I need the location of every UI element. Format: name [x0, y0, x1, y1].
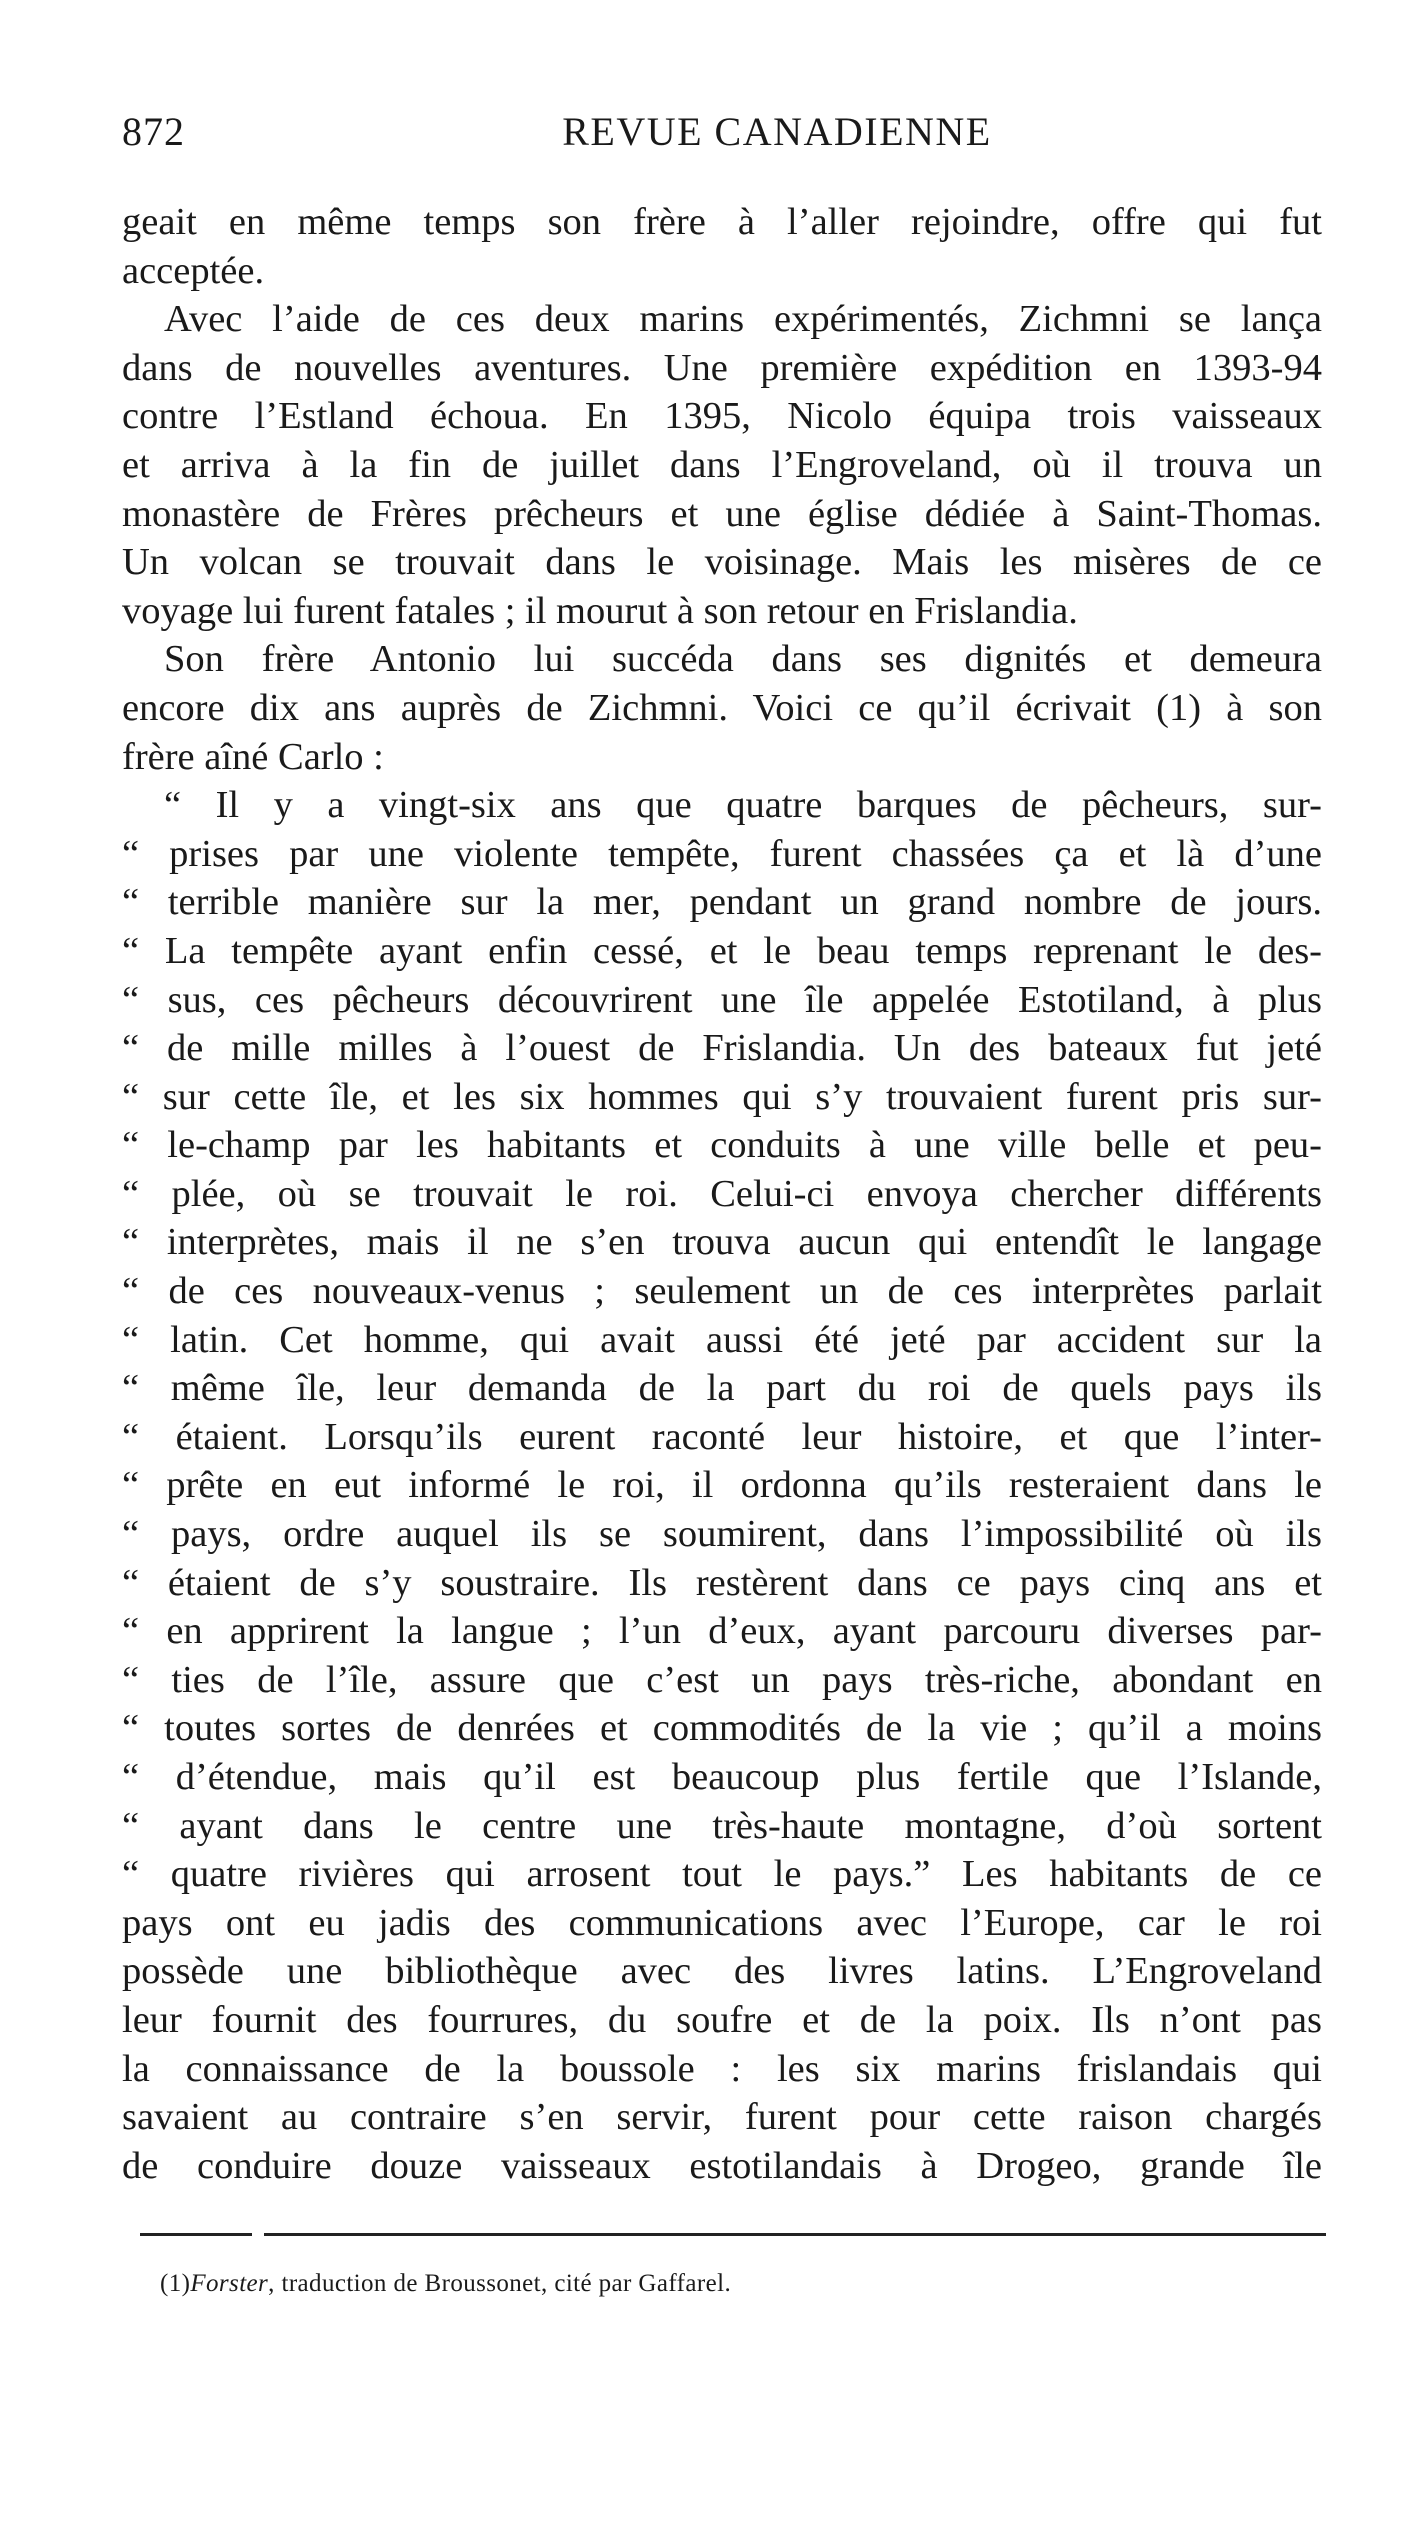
- quote-line: “ étaient. Lorsqu’ils eurent raconté leur histoire, et que l’inter-: [122, 1415, 1322, 1458]
- footnote: [160, 2270, 731, 2298]
- quote-line: “ terrible manière sur la mer, pendant un grand nombre de jours.: [122, 881, 1322, 924]
- text-line: contre l’Estland échoua. En 1395, Nicolo équipa trois vaisseaux: [122, 395, 1322, 438]
- quote-line: “ pays, ordre auquel ils se soumirent, dans l’impossibilité où ils: [122, 1513, 1322, 1556]
- text-line: possède une bibliothèque avec des livres latins. L’Engroveland: [122, 1950, 1322, 1993]
- text-line: frère aîné Carlo :: [122, 735, 384, 778]
- text-line: geait en même temps son frère à l’aller rejoindre, offre qui fut: [122, 201, 1322, 243]
- text-line: monastère de Frères prêcheurs et une église dédiée à Saint-Thomas.: [122, 492, 1322, 535]
- quote-line: “ latin. Cet homme, qui avait aussi été jeté par accident sur la: [122, 1318, 1322, 1361]
- quote-line: “ d’étendue, mais qu’il est beaucoup plus fertile que l’Islande,: [122, 1756, 1322, 1798]
- footnote-text: , traduction de Broussonet, cité par Gaffarel.: [268, 2270, 732, 2297]
- page-header: [122, 108, 1322, 168]
- text-line: voyage lui furent fatales ; il mourut à son retour en Frislandia.: [122, 589, 1078, 632]
- quote-line: “ le-champ par les habitants et conduits à une ville belle et peu-: [122, 1124, 1322, 1167]
- quote-start-line: “ Il y a vingt-six ans que quatre barques de pêcheurs, sur-: [164, 784, 1322, 827]
- footnote-divider: [140, 2233, 1326, 2236]
- quote-line: “ de mille milles à l’ouest de Frislandia. Un des bateaux fut jeté: [122, 1027, 1322, 1070]
- quote-line: “ même île, leur demanda de la part du roi de quels pays ils: [122, 1367, 1322, 1410]
- quote-line: “ étaient de s’y soustraire. Ils restèrent dans ce pays cinq ans et: [122, 1561, 1322, 1604]
- text-line: acceptée.: [122, 249, 265, 292]
- footnote-author: Forster: [190, 2270, 269, 2297]
- text-line: dans de nouvelles aventures. Une première expédition en 1393-94: [122, 346, 1322, 389]
- text-line: Un volcan se trouvait dans le voisinage. Mais les misères de ce: [122, 541, 1322, 584]
- quote-line: “ toutes sortes de denrées et commodités de la vie ; qu’il a moins: [122, 1707, 1322, 1750]
- text-line: la connaissance de la boussole : les six marins frislandais qui: [122, 2047, 1322, 2090]
- quote-line: “ ayant dans le centre une très-haute montagne, d’où sortent: [122, 1804, 1322, 1847]
- text-line: et arriva à la fin de juillet dans l’Engroveland, où il trouva un: [122, 443, 1322, 486]
- quote-line: “ interprètes, mais il ne s’en trouva aucun qui entendît le langage: [122, 1221, 1322, 1264]
- quote-line: “ ties de l’île, assure que c’est un pays très-riche, abondant en: [122, 1658, 1322, 1701]
- paragraph-start-line: Avec l’aide de ces deux marins expérimentés, Zichmni se lança: [164, 298, 1322, 341]
- quote-line: “ en apprirent la langue ; l’un d’eux, ayant parcouru diverses par-: [122, 1610, 1322, 1653]
- quote-line: “ quatre rivières qui arrosent tout le pays.” Les habitants de ce: [122, 1853, 1322, 1896]
- quote-line: “ sus, ces pêcheurs découvrirent une île appelée Estotiland, à plus: [122, 978, 1322, 1021]
- text-line: leur fournit des fourrures, du soufre et de la poix. Ils n’ont pas: [122, 1998, 1322, 2041]
- text-line: de conduire douze vaisseaux estotilandais à Drogeo, grande île: [122, 2144, 1322, 2187]
- paragraph-start-line: Son frère Antonio lui succéda dans ses dignités et demeura: [164, 638, 1322, 681]
- text-line: savaient au contraire s’en servir, furent pour cette raison chargés: [122, 2096, 1322, 2139]
- text-line: encore dix ans auprès de Zichmni. Voici ce qu’il écrivait (1) à son: [122, 686, 1322, 729]
- body-text: [122, 198, 1322, 2190]
- quote-line: “ La tempête ayant enfin cessé, et le beau temps reprenant le des-: [122, 929, 1322, 972]
- quote-line: “ de ces nouveaux-venus ; seulement un de ces interprètes parlait: [122, 1270, 1322, 1313]
- quote-line: “ prête en eut informé le roi, il ordonna qu’ils resteraient dans le: [122, 1464, 1322, 1507]
- page-number: 872: [122, 109, 185, 154]
- quote-line: “ plée, où se trouvait le roi. Celui-ci envoya chercher différents: [122, 1172, 1322, 1215]
- running-title: REVUE CANADIENNE: [562, 109, 992, 154]
- quote-line: “ sur cette île, et les six hommes qui s’y trouvaient furent pris sur-: [122, 1075, 1322, 1118]
- footnote-marker: (1): [160, 2270, 191, 2297]
- text-line: pays ont eu jadis des communications avec l’Europe, car le roi: [122, 1901, 1322, 1944]
- quote-line: “ prises par une violente tempête, furent chassées ça et là d’une: [122, 832, 1322, 875]
